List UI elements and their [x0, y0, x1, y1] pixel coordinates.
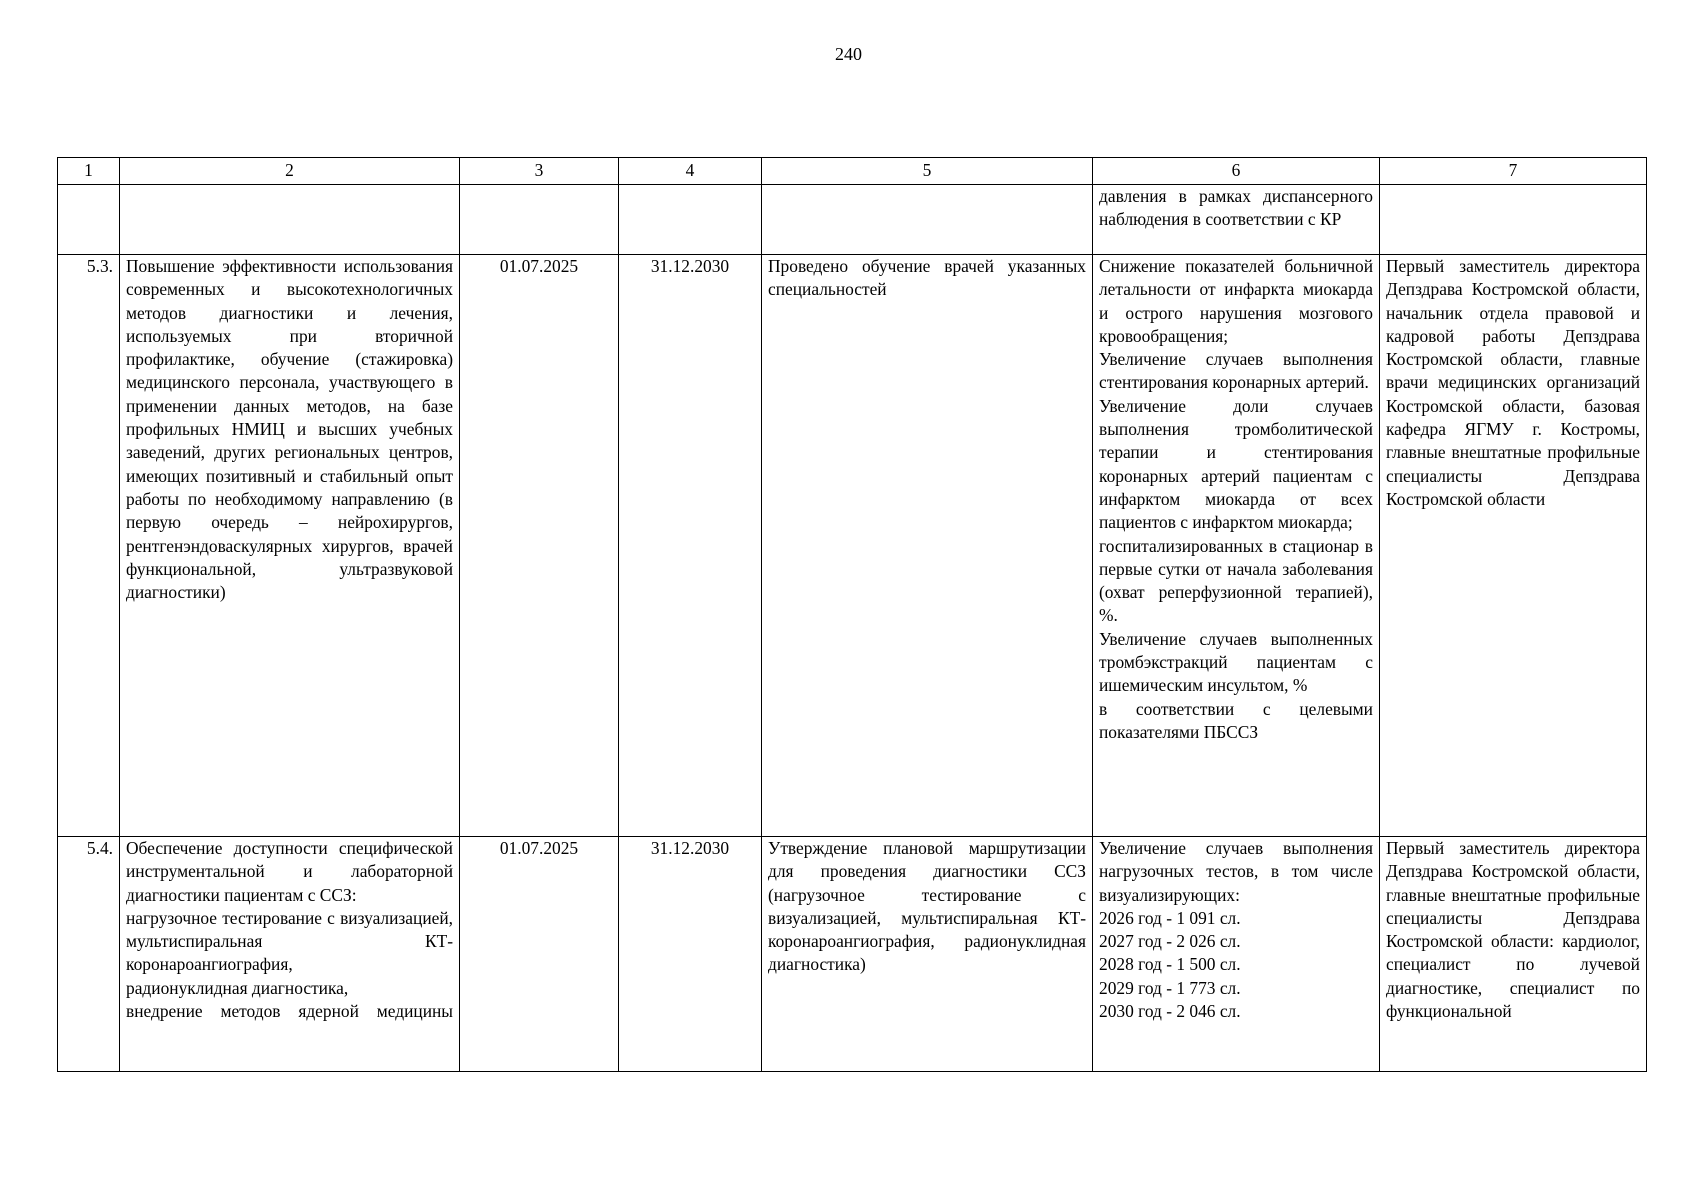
- measures-table: [57, 157, 1647, 1072]
- column-number: 1: [58, 158, 120, 185]
- indicator-cell: [1093, 837, 1380, 1072]
- measure-cell: [120, 837, 460, 1072]
- measure-text: Обеспечение доступности специфической инструментальной и лабораторной диагностики пациентам с ССЗ:: [126, 838, 453, 905]
- result-cell: Проведено обучение врачей указанных специальностей: [762, 255, 1093, 837]
- indicator-text: в соответствии с целевыми показателями ПБССЗ: [1099, 698, 1373, 742]
- indicator-year: 2030 год - 2 046 сл.: [1099, 1001, 1241, 1022]
- column-number: 2: [120, 158, 460, 185]
- column-number: 3: [460, 158, 619, 185]
- table-cell: [120, 185, 460, 255]
- indicator-cell: давления в рамках диспансерного наблюдения в соответствии с КР: [1093, 185, 1380, 255]
- table-row: [58, 837, 1647, 1072]
- table-cell: [1380, 185, 1647, 255]
- column-number: 5: [762, 158, 1093, 185]
- start-date: 01.07.2025: [460, 255, 619, 837]
- indicator-text: Увеличение случаев выполнения стентирования коронарных артерий.: [1099, 349, 1373, 393]
- end-date: 31.12.2030: [619, 255, 762, 837]
- end-date: 31.12.2030: [619, 837, 762, 1072]
- responsible-cell: Первый заместитель директора Депздрава Костромской области, начальник отдела правовой и кадровой работы Депздрава Костромской области, главные врачи медицинских организаций Костромской области, базовая кафедра ЯГМУ г. Костромы, главные внештатные профильные специалисты Депздрава Костромской области: [1380, 255, 1647, 837]
- table-cell: [460, 185, 619, 255]
- page-number: 240: [835, 44, 862, 64]
- column-number: 6: [1093, 158, 1380, 185]
- table-row: [58, 255, 1647, 837]
- measure-cell: Повышение эффективности использования современных и высокотехнологичных методов диагностики и лечения, используемых при вторичной профилактике, обучение (стажировка) медицинского персонала, участвующего в применении данных методов, на базе профильных НМИЦ и высших учебных заведений, других региональных центров, имеющих позитивный и стабильный опыт работы по необходимому направлению (в первую очередь – нейрохирургов, рентгенэндоваскулярных хирургов, врачей функциональной, ультразвуковой диагностики): [120, 255, 460, 837]
- continuation-row: [58, 185, 1647, 255]
- result-cell: Утверждение плановой маршрутизации для проведения диагностики ССЗ (нагрузочное тестирование с визуализацией, мультиспиральная КТ-коронароангиография, радионуклидная диагностика): [762, 837, 1093, 1072]
- start-date: 01.07.2025: [460, 837, 619, 1072]
- column-number: 4: [619, 158, 762, 185]
- indicator-cell: [1093, 255, 1380, 837]
- measure-text: нагрузочное тестирование с визуализацией, мультиспиральная КТ-коронароангиография,: [126, 907, 453, 975]
- indicator-text: Увеличение случаев выполнения нагрузочных тестов, в том числе визуализирующих:: [1099, 838, 1373, 905]
- table-cell: [619, 185, 762, 255]
- indicator-year: 2026 год - 1 091 сл.: [1099, 907, 1241, 928]
- table-cell: [762, 185, 1093, 255]
- indicator-text: госпитализированных в стационар в первые сутки от начала заболевания (охват реперфузионной терапией), %.: [1099, 535, 1373, 626]
- indicator-year: 2027 год - 2 026 сл.: [1099, 931, 1241, 952]
- measure-text: внедрение методов ядерной медицины: [126, 1001, 453, 1022]
- column-number-row: [58, 158, 1647, 185]
- row-number: 5.4.: [58, 837, 120, 1072]
- responsible-cell: Первый заместитель директора Депздрава Костромской области, главные внештатные профильные специалисты Депздрава Костромской области: кардиолог, специалист по лучевой диагностике, специалист по функциональной: [1380, 837, 1647, 1072]
- indicator-year: 2029 год - 1 773 сл.: [1099, 977, 1241, 998]
- table-cell: [58, 185, 120, 255]
- indicator-text: Снижение показателей больничной летальности от инфаркта миокарда и острого нарушения мозгового кровообращения;: [1099, 256, 1373, 346]
- indicator-year: 2028 год - 1 500 сл.: [1099, 954, 1241, 975]
- indicator-text: Увеличение случаев выполненных тромбэкстракций пациентам с ишемическим инсультом, %: [1099, 628, 1373, 696]
- measure-text: радионуклидная диагностика,: [126, 977, 349, 998]
- column-number: 7: [1380, 158, 1647, 185]
- indicator-text: Увеличение доли случаев выполнения тромболитической терапии и стентирования коронарных артерий пациентам с инфарктом миокарда от всех пациентов с инфарктом миокарда;: [1099, 395, 1373, 533]
- row-number: 5.3.: [58, 255, 120, 837]
